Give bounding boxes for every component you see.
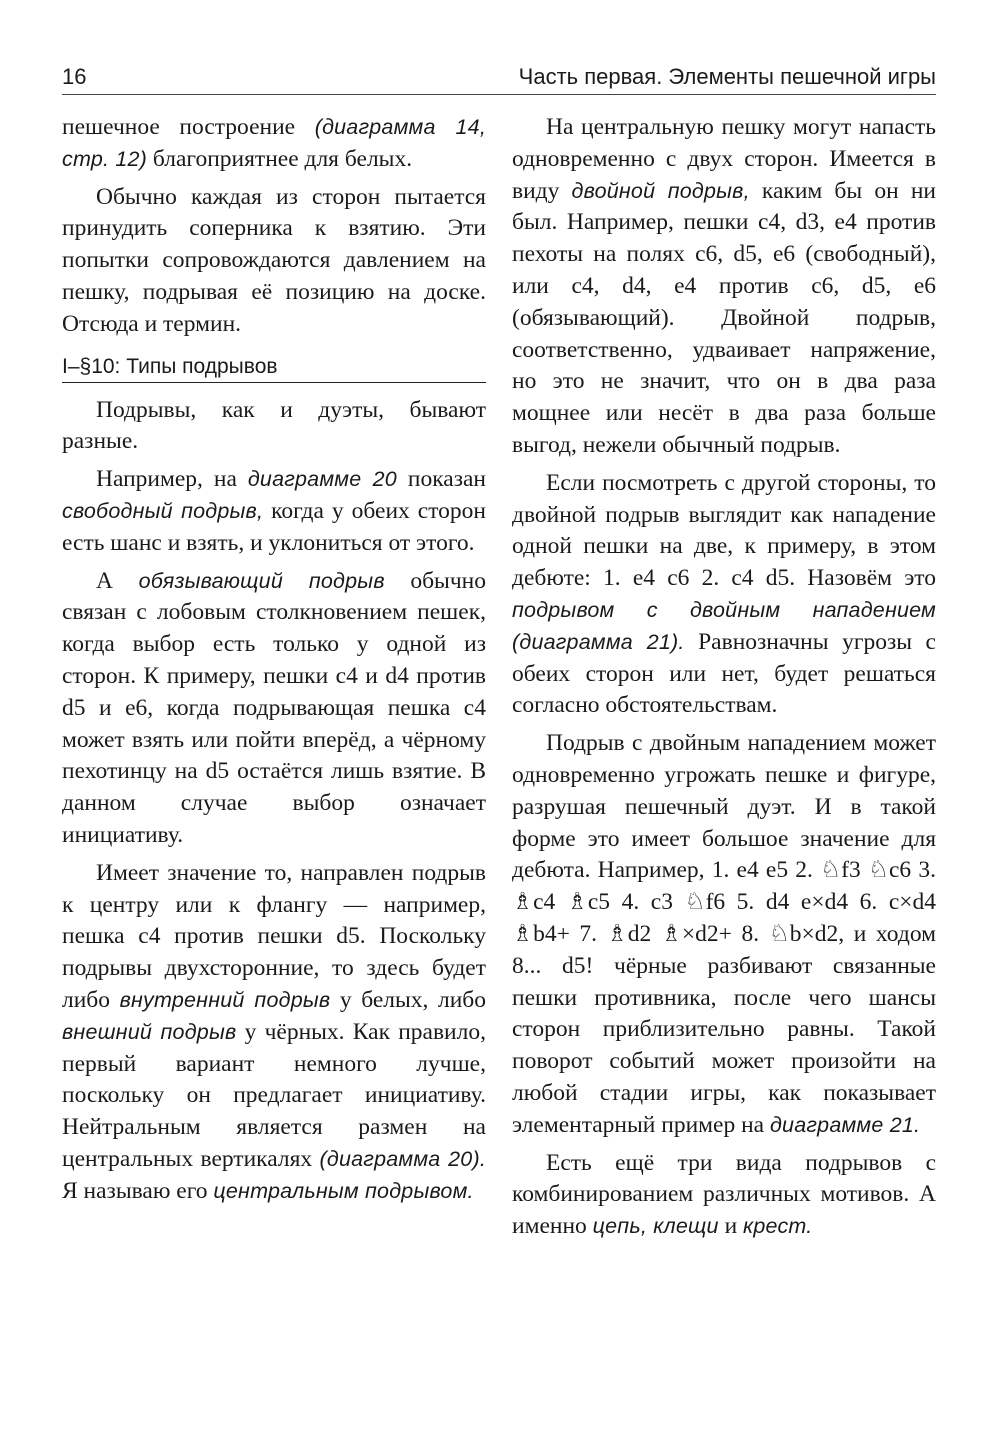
- paragraph: А обязывающий подрыв обычно связан с лобовым столкновением пешек, когда выбор есть только у одной из сторон. К примеру, пешки c4 и d4 против d5 и e6, когда подрывающая пешка c4 может взять или пойти вперёд, а чёрному пехотинцу на d5 остаётся лишь взятие. В данном случае выбор означает инициативу.: [62, 567, 486, 848]
- running-title: Часть первая. Элементы пешечной игры: [518, 64, 936, 89]
- paragraph: Подрывы, как и дуэты, бывают разные.: [62, 396, 486, 455]
- paragraph: На центральную пешку могут напасть одновременно с двух сторон. Имеется в виду двойной подрыв, каким бы он ни был. Например, пешки c4, d3, e4 против пехоты на полях c6, d5, e6 (свободный), или c4, d4, e4 против c6, d5, e6 (обязывающий). Двойной подрыв, соответственно, удваивает напряжение, но это не значит, что он в два раза мощнее или несёт в два раза больше выгод, нежели обычный подрыв.: [512, 114, 936, 458]
- paragraph: Обычно каждая из сторон пытается принудить соперника к взятию. Эти попытки сопровождаются давлением на пешку, подрывая её позицию на доске. Отсюда и термин.: [62, 183, 486, 337]
- paragraph: пешечное построение (диаграмма 14, стр. 12) благоприятнее для белых.: [62, 114, 486, 172]
- section-heading: I–§10: Типы подрывов: [62, 355, 486, 383]
- paragraph: Если посмотреть с другой стороны, то двойной подрыв выглядит как нападение одной пешки на две, к примеру, в этом дебюте: 1. e4 c6 2. c4 d5. Назовём это подрывом с двойным нападением (диаграмма 21). Равнозначны угрозы с обеих сторон или нет, будет решаться согласно обстоятельствам.: [512, 469, 936, 719]
- right-column: [512, 112, 936, 1249]
- paragraph: Есть ещё три вида подрывов с комбинированием различных мотивов. А именно цепь, клещи и крест.: [512, 1149, 936, 1240]
- paragraph: Подрыв с двойным нападением может одновременно угрожать пешке и фигуре, разрушая пешечный дуэт. И в такой форме это имеет большое значение для дебюта. Например, 1. e4 e5 2. ♘f3 ♘c6 3. ♗c4 ♗c5 4. c3 ♘f6 5. d4 e×d4 6. c×d4 ♗b4+ 7. ♗d2 ♗×d2+ 8. ♘b×d2, и ходом 8... d5! чёрные разбивают связанные пешки противника, после чего шансы сторон приблизительно равны. Такой поворот событий может произойти на любой стадии игры, как показывает элементарный пример на диаграмме 21.: [512, 730, 936, 1138]
- paragraph: Имеет значение то, направлен подрыв к центру или к флангу — например, пешка c4 против пешки d5. Поскольку подрывы двухсторонние, то здесь будет либо внутренний подрыв у белых, либо внешний подрыв у чёрных. Как правило, первый вариант немного лучше, поскольку он предлагает инициативу. Нейтральным является размен на центральных вертикалях (диаграмма 20). Я называю его центральным подрывом.: [62, 859, 487, 1204]
- left-column: [62, 112, 486, 1214]
- running-header: [62, 62, 936, 95]
- paragraph: Например, на диаграмме 20 показан свободный подрыв, когда у обеих сторон есть шанс и взять, и уклониться от этого.: [62, 466, 487, 556]
- page-number: 16: [62, 64, 87, 89]
